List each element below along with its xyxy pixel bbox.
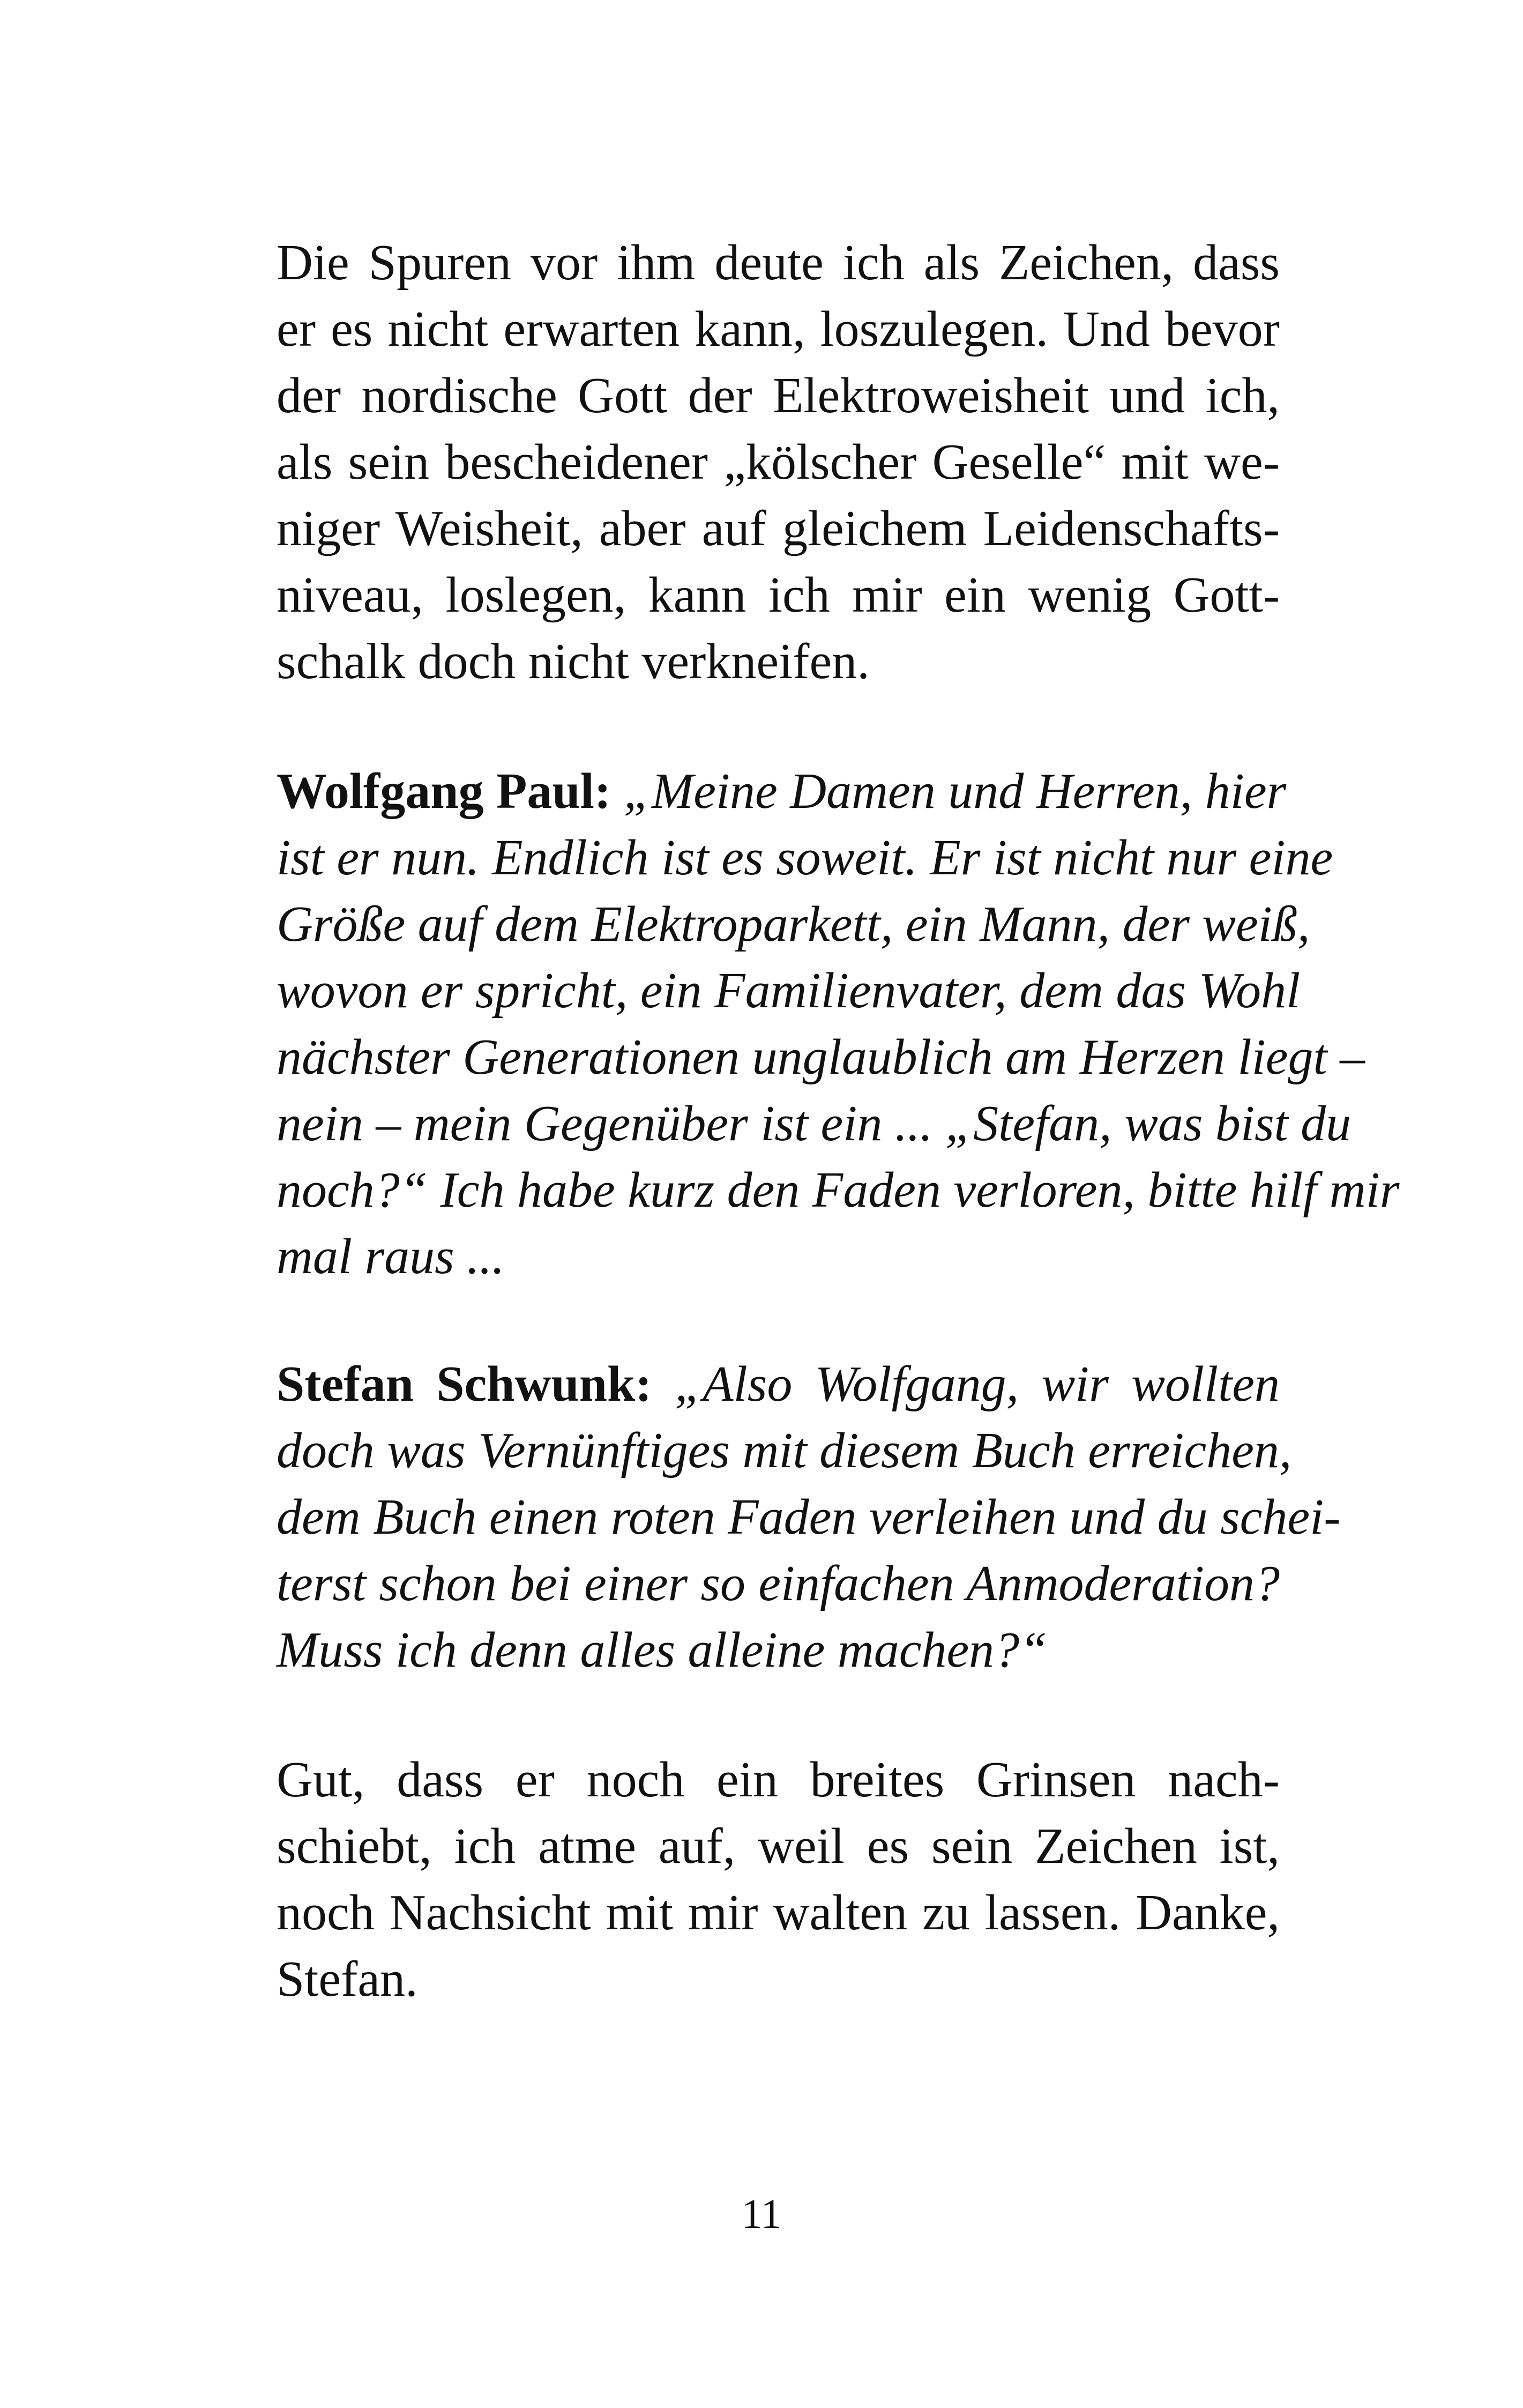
text-line: schalk doch nicht verkneifen. [277,634,870,689]
speaker-name: Stefan Schwunk: [277,1356,652,1412]
dialogue-first-line [226,758,1287,824]
text-line: niveau, loslegen, kann ich mir ein wenig Gott- [277,567,1280,623]
dialogue-text: „Also Wolfgang, wir wollten [674,1356,1280,1412]
text-line: niger Weisheit, aber auf gleichem Leidenschafts- [277,501,1280,556]
dialogue-text: „Meine Damen und Herren, hier [623,763,1287,819]
speaker-name: Wolfgang Paul: [277,763,611,819]
text-line: der nordische Gott der Elektroweisheit und ich, [277,368,1280,423]
text-line: nein – mein Gegenüber ist ein ... „Stefan, was bist du [277,1096,1352,1151]
page-number: 11 [741,2190,782,2237]
paragraph-narration-2 [226,1746,1280,2012]
text-line: nächster Generationen unglaublich am Herzen liegt – [277,1029,1365,1085]
text-line: schiebt, ich atme auf, weil es sein Zeichen ist, [277,1818,1280,1874]
text-line: dem Buch einen roten Faden verleihen und du schei- [277,1489,1341,1545]
text-line: mal raus ... [277,1229,505,1284]
paragraph-dialogue-stefan [226,1351,1341,1683]
text-line: Gut, dass er noch ein breites Grinsen nach- [277,1752,1280,1808]
paragraph-narration-1 [226,229,1280,695]
text-line: Die Spuren vor ihm deute ich als Zeichen, dass [277,235,1280,291]
text-line: wovon er spricht, ein Familienvater, dem das Wohl [277,963,1301,1019]
text-line: Muss ich denn alles alleine machen?“ [277,1622,1048,1678]
text-line: noch Nachsicht mit mir walten zu lassen. Danke, [277,1885,1280,1941]
paragraph-dialogue-wolfgang [226,758,1400,1290]
text-line: noch?“ Ich habe kurz den Faden verloren, bitte hilf mir [277,1162,1400,1218]
text-line: Stefan. [277,1951,418,2007]
text-line: er es nicht erwarten kann, loszulegen. Und bevor [277,301,1280,357]
text-line: terst schon bei einer so einfachen Anmoderation? [277,1556,1280,1611]
text-line: ist er nun. Endlich ist es soweit. Er ist nicht nur eine [277,830,1333,886]
text-line: als sein bescheidener „kölscher Geselle“ mit we- [277,434,1280,490]
text-line: Größe auf dem Elektroparkett, ein Mann, der weiß, [277,896,1310,952]
text-line: doch was Vernünftiges mit diesem Buch erreichen, [277,1423,1292,1478]
dialogue-first-line [226,1351,1280,1417]
